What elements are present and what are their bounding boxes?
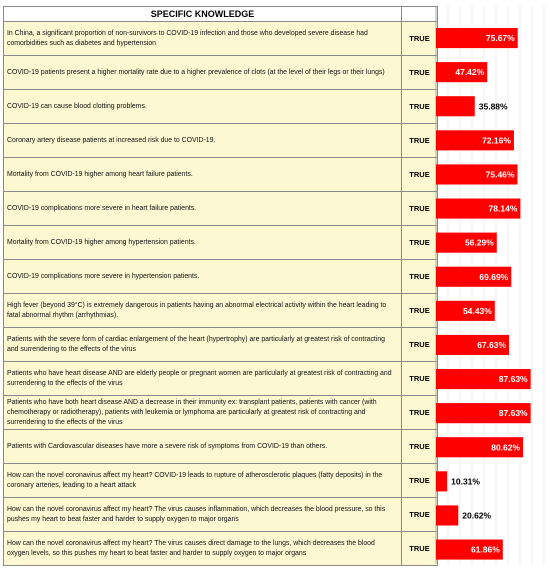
table-row <box>4 430 438 464</box>
answer-cell: TRUE <box>402 532 438 566</box>
data-label: 80.62% <box>491 442 521 453</box>
statement-cell: Patients with Cardiovascular diseases have more a severe risk of symptoms from COVID-19 than others. <box>4 430 402 464</box>
table-row <box>4 22 438 56</box>
bar <box>436 505 458 525</box>
data-label: 56.29% <box>464 237 494 248</box>
answer-cell: TRUE <box>402 22 438 56</box>
table-row <box>4 260 438 294</box>
answer-cell: TRUE <box>402 430 438 464</box>
statement-cell: COVID-19 patients present a higher mortality rate due to a higher prevalence of clots (at the level of their legs or their lungs) <box>4 56 402 90</box>
bar <box>436 96 475 116</box>
answer-cell: TRUE <box>402 158 438 192</box>
statement-cell: Patients who have heart disease AND are elderly people or pregnant women are particularly at greatest risk of contracting and surrendering to the effects of the virus <box>4 362 402 396</box>
statement-cell: In China, a significant proportion of non-survivors to COVID-19 infection and those who developed severe disease had comorbidities such as diabetes and hypertension <box>4 22 402 56</box>
statement-cell: COVID-19 complications more severe in heart failure patients. <box>4 192 402 226</box>
statement-cell: How can the novel coronavirus affect my heart? The virus causes direct damage to the lungs, which decreases the blood oxygen levels, so this pushes my heart to beat faster and harder to supply oxygen to major organs <box>4 532 402 566</box>
bar <box>436 471 447 491</box>
answer-cell: TRUE <box>402 396 438 430</box>
answer-column-header <box>402 7 438 22</box>
table-row <box>4 328 438 362</box>
table-row <box>4 90 438 124</box>
data-label: 54.43% <box>462 305 492 316</box>
table-body <box>4 22 438 566</box>
data-label: 35.88% <box>478 101 508 112</box>
header-row <box>4 7 438 22</box>
answer-cell: TRUE <box>402 260 438 294</box>
table-row <box>4 56 438 90</box>
statement-cell: Mortality from COVID-19 higher among hypertension patients. <box>4 226 402 260</box>
table-row <box>4 362 438 396</box>
answer-cell: TRUE <box>402 124 438 158</box>
knowledge-table <box>3 6 438 566</box>
statement-cell: Patients with the severe form of cardiac enlargement of the heart (hypertrophy) are particularly at greatest risk of contracting and surrendering to the effects of the virus <box>4 328 402 362</box>
percentage-bar-chart <box>435 6 550 564</box>
answer-cell: TRUE <box>402 226 438 260</box>
data-label: 47.42% <box>455 67 485 78</box>
data-label: 61.86% <box>470 544 500 555</box>
data-label: 20.62% <box>462 510 492 521</box>
answer-cell: TRUE <box>402 56 438 90</box>
table-row <box>4 226 438 260</box>
statement-cell: Mortality from COVID-19 higher among heart failure patients. <box>4 158 402 192</box>
table-row <box>4 158 438 192</box>
table-row <box>4 532 438 566</box>
data-label: 75.67% <box>485 33 515 44</box>
data-label: 69.69% <box>479 271 509 282</box>
statement-cell: Coronary artery disease patients at increased risk due to COVID-19. <box>4 124 402 158</box>
table-row <box>4 192 438 226</box>
table-row <box>4 396 438 430</box>
table-row <box>4 498 438 532</box>
statement-cell: High fever (beyond 39°C) is extremely dangerous in patients having an abnormal electrical activity within the heart leading to fatal abnormal rhythm (arrhythmias). <box>4 294 402 328</box>
data-label: 87.63% <box>498 374 528 385</box>
table-row <box>4 294 438 328</box>
statement-cell: How can the novel coronavirus affect my heart? The virus causes inflammation, which decreases the blood pressure, so this pushes my heart to beat faster and harder to supply oxygen to major organs <box>4 498 402 532</box>
data-label: 78.14% <box>488 203 518 214</box>
table-row <box>4 124 438 158</box>
statement-cell: COVID-19 can cause blood clotting problems. <box>4 90 402 124</box>
answer-cell: TRUE <box>402 498 438 532</box>
data-label: 75.46% <box>485 169 515 180</box>
answer-cell: TRUE <box>402 294 438 328</box>
statement-cell: How can the novel coronavirus affect my heart? COVID-19 leads to rupture of atherosclerotic plaques (fatty deposits) in the coronary arteries, leading to a heart attack <box>4 464 402 498</box>
answer-cell: TRUE <box>402 90 438 124</box>
answer-cell: TRUE <box>402 328 438 362</box>
answer-cell: TRUE <box>402 464 438 498</box>
data-label: 67.63% <box>477 339 507 350</box>
statement-cell: COVID-19 complications more severe in hypertension patients. <box>4 260 402 294</box>
table-row <box>4 464 438 498</box>
data-label: 87.63% <box>498 408 528 419</box>
column-header: SPECIFIC KNOWLEDGE <box>4 7 402 22</box>
data-label: 72.16% <box>482 135 511 146</box>
data-label: 10.31% <box>451 476 480 487</box>
statement-cell: Patients who have both heart disease AND a decrease in their immunity ex: transplant patients, patients with cancer (with chemotherapy or radiotherapy), patients with leukemia or lymphoma are particularly at greatest risk of contracting and surrendering to the effects of the virus <box>4 396 402 430</box>
answer-cell: TRUE <box>402 192 438 226</box>
answer-cell: TRUE <box>402 362 438 396</box>
